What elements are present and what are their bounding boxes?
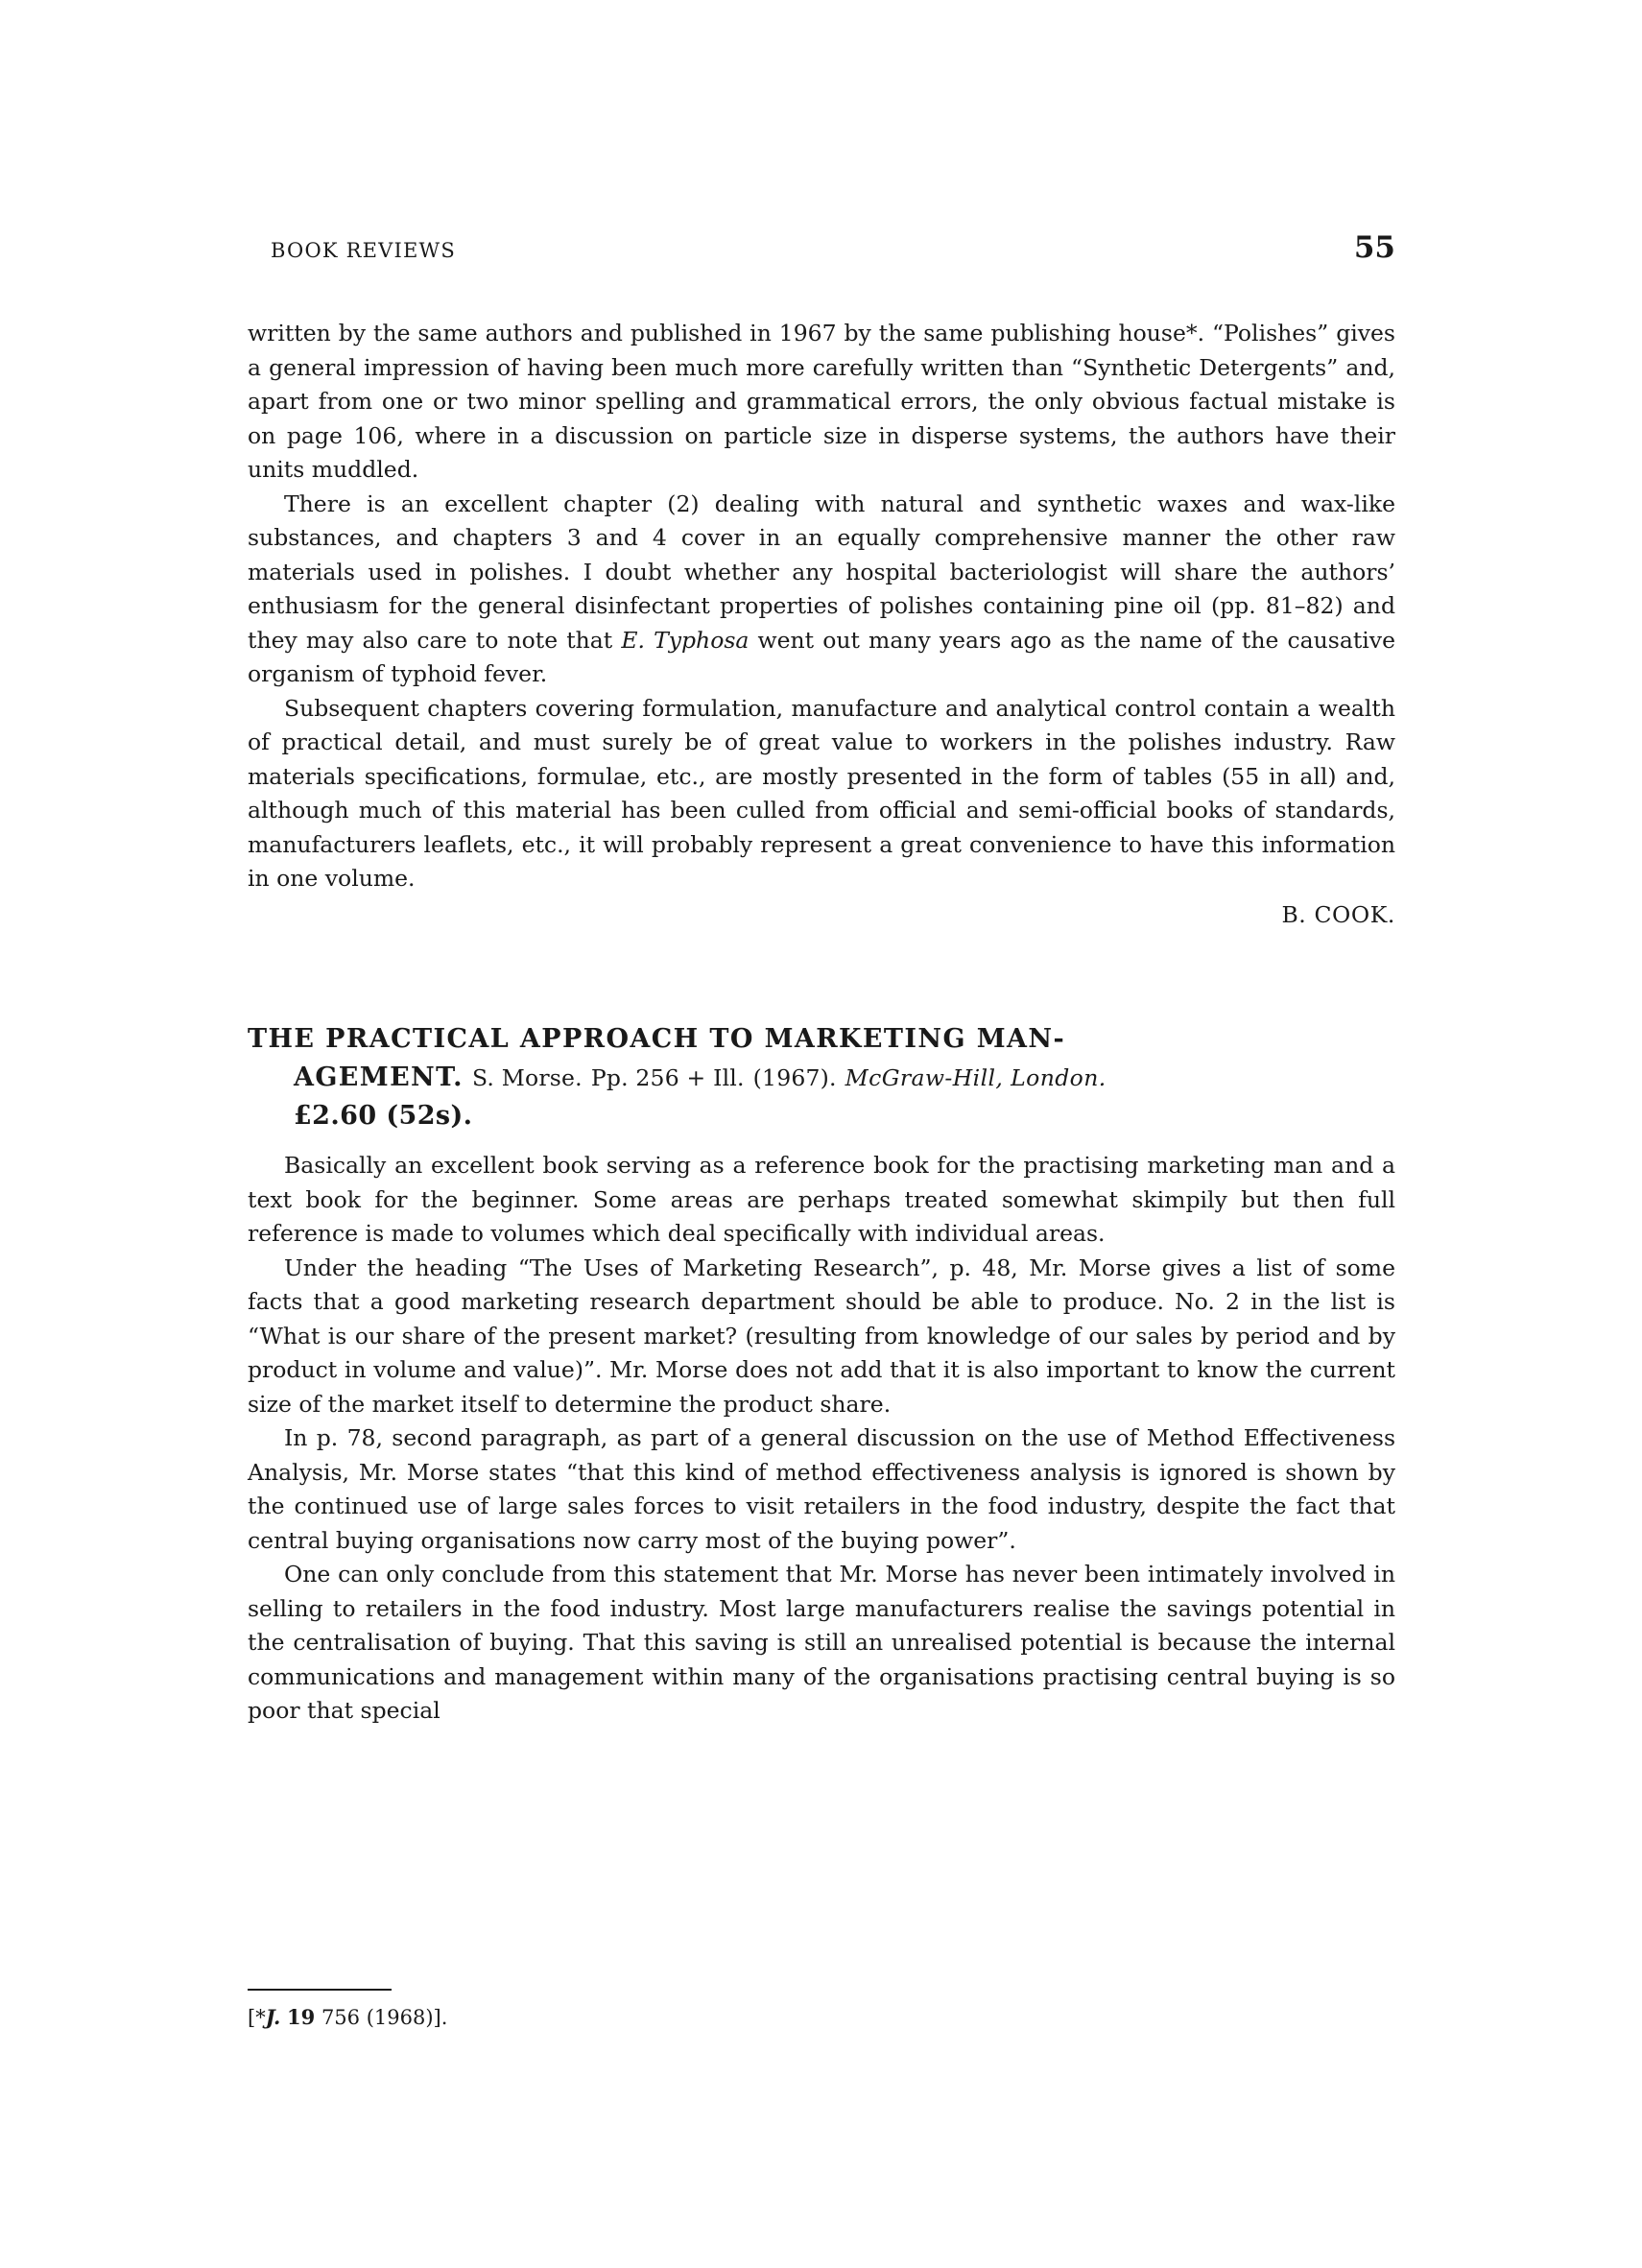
paragraph: Basically an excellent book serving as a reference book for the practising marketing man and a text book for the beginner. Some areas are perhaps treated somewhat skimpily but then full reference is made to volumes which deal specifically with individual areas. [248, 1152, 1395, 1247]
paragraph [248, 488, 1395, 692]
review-one-body [248, 317, 1395, 932]
paragraph: Under the heading “The Uses of Marketing Research”, p. 48, Mr. Morse gives a list of some facts that a good marketing research department should be able to produce. No. 2 in the list is “What is our share of the present market? (resulting from knowledge of our sales by period and by product in volume and value)”. Mr. Morse does not add that it is also important to know the current size of the market itself to determine the product share. [248, 1253, 1395, 1418]
footnote-volume: 19 [287, 2005, 316, 2029]
review-price: £2.60 (52s). [294, 1101, 473, 1131]
review-pages: Pp. 256 + Ill. [590, 1064, 745, 1091]
paragraph-text-tail: went out many years ago as the name of the causative organism of typhoid fever. [248, 626, 1395, 687]
paragraph: One can only conclude from this statement that Mr. Morse has never been intimately involved in selling to retailers in the food industry. Most large manufacturers realise the savings potential in the centralisation of buying. That this saving is still an unrealised potential is because the internal communications and management within many of the organisations practising central buying is so poor that special [248, 1561, 1395, 1724]
review-author: S. Morse. [471, 1064, 583, 1091]
italic-term: E. Typhosa [621, 626, 750, 654]
paragraph: written by the same authors and published in 1967 by the same publishing house*. “Polishes” gives a general impression of having been much more carefully written than “Synthetic Detergents” and, apart from one or two minor spelling and grammatical errors, the only obvious factual mistake is on page 106, where in a discussion on particle size in disperse systems, the authors have their units muddled. [248, 320, 1395, 483]
running-head [248, 230, 1395, 265]
review-two-body [248, 1149, 1395, 1729]
reviewer-signature: B. COOK. [1281, 900, 1395, 928]
page-number: 55 [1353, 230, 1395, 265]
document-page [248, 230, 1395, 1729]
footnote [248, 2004, 1395, 2031]
footnote-year: (1968)]. [366, 2006, 448, 2029]
running-head-title: BOOK REVIEWS [271, 239, 456, 262]
footnote-rule [248, 1989, 392, 1991]
footnote-area [248, 1989, 1395, 2031]
paragraph-text-part: There is an excellent chapter (2) dealing with natural and synthetic waxes and wax-like substances, and chapters 3 and 4 cover in an equally comprehensive manner the other raw materials used in polishes. I doubt whether any hospital bacteriologist will share the authors’ enthusiasm for the general disinfectant properties of polishes containing pine oil (pp. 81–82) and they may also care to note that [248, 489, 1395, 654]
review-publisher: McGraw-Hill, London. [845, 1064, 1107, 1091]
review-title-continuation: AGEMENT. [294, 1062, 464, 1092]
review-year: (1967). [752, 1064, 837, 1091]
footnote-journal: J. [265, 2005, 281, 2029]
review-title-line-1: THE PRACTICAL APPROACH TO MARKETING MAN- [248, 1024, 1066, 1054]
footnote-page: 756 [321, 2006, 361, 2029]
paragraph: In p. 78, second paragraph, as part of a general discussion on the use of Method Effectiveness Analysis, Mr. Morse states “that this kind of method effectiveness analysis is ignored is shown by the continued use of large sales forces to visit retailers in the food industry, despite the fact that central buying organisations now carry most of the buying power”. [248, 1424, 1395, 1554]
review-two-heading [248, 1020, 1395, 1135]
review-title-line-2 [248, 1059, 1395, 1097]
footnote-prefix: [* [248, 2006, 266, 2029]
paragraph: Subsequent chapters covering formulation, manufacture and analytical control contain a wealth of practical detail, and must surely be of great value to workers in the polishes industry. Raw materials specifications, formulae, etc., are mostly presented in the form of tables (55 in all) and, although much of this material has been culled from official and semi-official books of standards, manufacturers leaflets, etc., it will probably represent a great convenience to have this information in one volume. [248, 694, 1395, 892]
